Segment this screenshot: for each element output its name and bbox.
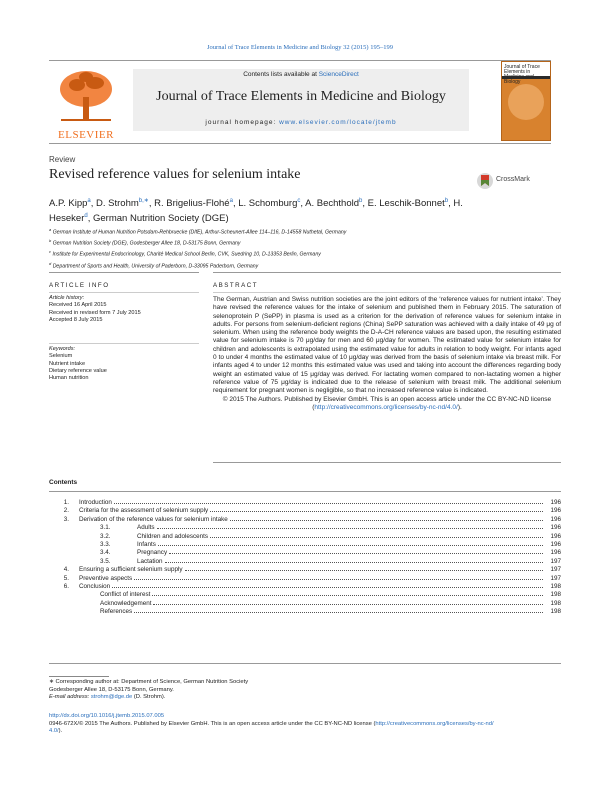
author-separator: , [87, 213, 93, 225]
doi-license-link[interactable]: http://creativecommons.org/licenses/by-nc-nd/ [375, 720, 494, 727]
toc-entry[interactable] [49, 582, 561, 590]
toc-entry[interactable] [49, 532, 561, 540]
toc-page: 197 [550, 557, 561, 565]
doi-license-text: 0946-672X/© 2015 The Authors. Published by Elsevier GmbH. This is an open access article under the CC BY-NC-ND license ( [49, 720, 376, 727]
doi-license-link-tail[interactable]: 4.0/ [49, 728, 59, 734]
author-name[interactable]: R. Brigelius-Flohé [154, 198, 230, 210]
copyright-text: © 2015 The Authors. Published by Elsevier GmbH. This is an open access article under the CC BY-NC-ND license ( [222, 395, 552, 411]
author-name[interactable]: A.P. Kipp [49, 198, 88, 210]
author-affiliation-mark[interactable]: b [359, 198, 363, 204]
keywords-label: Keywords: [49, 346, 76, 352]
toc-leader [112, 582, 543, 588]
author-separator: , [90, 198, 97, 210]
toc-label[interactable]: Acknowledgement [100, 599, 152, 607]
divider [49, 676, 109, 677]
sciencedirect-link[interactable]: ScienceDirect [318, 71, 359, 78]
toc-label[interactable]: Preventive aspects [79, 574, 133, 582]
article-title: Revised reference values for selenium intake [49, 167, 301, 182]
affiliation [49, 260, 549, 271]
toc-page: 196 [550, 499, 561, 506]
author-separator: , [232, 198, 239, 210]
toc-page: 197 [550, 574, 561, 582]
toc-entry[interactable] [49, 523, 561, 531]
article-info-heading: ARTICLE INFO [49, 282, 110, 289]
history-received: Received 16 April 2015 [49, 302, 107, 309]
history-revised: Received in revised form 7 July 2015 [49, 309, 141, 316]
abstract-body [213, 296, 561, 412]
author-separator: , [362, 198, 368, 210]
keyword: Dietary reference value [49, 367, 107, 374]
cover-header [502, 62, 550, 85]
email-suffix: (D. Strohm). [132, 694, 166, 700]
toc-number: 4. [63, 566, 69, 574]
doi-license-line [49, 721, 561, 729]
author-name[interactable]: German Nutrition Society (DGE) [93, 213, 229, 225]
cover-bar [502, 76, 550, 79]
journal-homepage [133, 119, 469, 126]
author-affiliation-mark[interactable]: a [87, 198, 91, 204]
toc-leader [134, 607, 543, 613]
toc-page: 198 [550, 608, 561, 616]
toc-number: 1. [63, 499, 69, 506]
keywords [49, 346, 199, 382]
toc-label[interactable]: References [100, 608, 133, 616]
toc-label[interactable]: Derivation of the reference values for selenium intake [79, 515, 228, 523]
toc-label[interactable]: Children and adolescents [137, 532, 209, 540]
toc-leader [134, 574, 543, 580]
toc-page: 196 [550, 549, 561, 557]
toc-page: 196 [550, 524, 561, 532]
toc-entry[interactable] [49, 599, 561, 607]
toc-label[interactable]: Lactation [137, 557, 163, 565]
toc-subnumber: 3.1. [100, 524, 111, 532]
copyright-end: ). [457, 403, 462, 411]
toc-leader [185, 565, 544, 571]
divider [213, 292, 561, 293]
toc-leader [153, 599, 543, 605]
author-name[interactable]: H. Heseker [49, 198, 463, 225]
contents-available [133, 71, 469, 78]
toc-subnumber: 3.2. [100, 532, 111, 540]
toc-subnumber: 3.3. [100, 540, 111, 548]
author-affiliation-mark[interactable]: c [297, 198, 301, 204]
contents-heading: Contents [49, 479, 78, 486]
keyword: Selenium [49, 353, 73, 360]
affiliation-text: German Institute of Human Nutrition Potsdam-Rehbruecke (DIfE), Arthur-Scheunert-Allee 114–116, D-14558 Nuthetal, Germany [52, 229, 347, 236]
toc-entry[interactable] [49, 607, 561, 615]
author-separator: , [448, 198, 454, 210]
toc-leader [152, 590, 543, 596]
author-affiliation-mark[interactable]: b [444, 198, 449, 204]
toc-page: 196 [550, 532, 561, 540]
crossmark-icon [476, 172, 494, 190]
toc-leader [157, 523, 543, 529]
toc-entry[interactable] [49, 557, 561, 565]
contents-prefix: Contents lists available at [243, 71, 319, 78]
affiliation [49, 248, 549, 259]
toc-page: 196 [550, 515, 561, 523]
author-name[interactable]: D. Strohm [96, 198, 139, 210]
elsevier-logo [49, 67, 123, 141]
keyword: Nutrient intake [49, 360, 86, 367]
toc-subnumber: 3.5. [100, 557, 111, 565]
corresponding-author-footnote [49, 679, 561, 702]
toc-leader [210, 532, 543, 538]
toc-entry[interactable] [49, 565, 561, 573]
affiliation-text: German Nutrition Society (DGE), Godesberger Allee 18, D-53175 Bonn, Germany [52, 240, 241, 247]
affiliation-key: a [49, 227, 52, 232]
affiliation-key: c [49, 249, 51, 255]
author-name[interactable]: L. Schomburg [238, 198, 298, 210]
toc-leader [169, 548, 543, 554]
divider [49, 663, 561, 664]
doi-license-tail-line [49, 728, 561, 736]
toc-number: 2. [63, 507, 69, 515]
toc-page: 198 [550, 599, 561, 607]
author-affiliation-mark[interactable]: d [84, 213, 88, 220]
toc-page: 198 [550, 591, 561, 599]
toc-number: 3. [63, 515, 69, 523]
author-name[interactable]: A. Bechthold [305, 198, 360, 210]
footnote-line: ∗ Corresponding author at: Department of Science, German Nutrition Society [49, 679, 249, 685]
toc-leader [230, 515, 543, 521]
toc-entry[interactable] [49, 515, 561, 523]
toc-label[interactable]: Infants [137, 540, 156, 548]
toc-label[interactable]: Introduction [79, 499, 112, 506]
toc-entry[interactable] [49, 506, 561, 514]
divider [213, 462, 561, 463]
affiliation-text: Department of Sports and Health, University of Paderborn, D-33095 Paderborn, Germany [52, 263, 259, 270]
toc-page: 197 [550, 566, 561, 574]
affiliation-key: b [49, 238, 52, 244]
doi-block [49, 713, 561, 736]
journal-banner [49, 60, 551, 144]
toc-leader [165, 557, 543, 563]
toc-leader [114, 498, 543, 504]
divider [49, 491, 561, 492]
toc-entry[interactable] [49, 590, 561, 598]
abstract-copyright [213, 396, 561, 413]
affiliation-text: Institute for Experimental Endocrinology, Charité Medical School Berlin, CVK, Suedring 10, D-13353 Berlin, Germany [52, 252, 321, 259]
crossmark-button[interactable] [476, 173, 556, 189]
toc-entry[interactable] [49, 574, 561, 582]
history-accepted: Accepted 8 July 2015 [49, 316, 103, 323]
article-type: Review [49, 155, 76, 164]
affiliation [49, 226, 549, 237]
toc-leader [158, 540, 543, 546]
banner-title-area [133, 69, 469, 131]
cover-title: Journal of Trace Elements in Biology [504, 64, 540, 85]
homepage-prefix: journal homepage: [205, 119, 280, 126]
divider [49, 292, 199, 293]
affiliation-key: d [49, 260, 52, 266]
affiliations [49, 226, 549, 271]
toc-label[interactable]: Conclusion [79, 582, 111, 590]
toc-label[interactable]: Pregnancy [137, 549, 168, 557]
toc-leader [210, 506, 543, 512]
email-link[interactable]: strohm@dge.de [90, 694, 133, 700]
toc-page: 196 [550, 507, 561, 515]
author-name[interactable]: E. Leschik-Bonnet [367, 198, 445, 210]
abstract-heading: ABSTRACT [213, 282, 259, 289]
license-link[interactable]: http://creativecommons.org/licenses/by-nc-nd/4.0/ [314, 403, 458, 411]
publisher-name: ELSEVIER [58, 129, 114, 141]
divider [49, 272, 199, 273]
author-affiliation-mark[interactable]: a [229, 198, 233, 204]
homepage-link[interactable]: www.elsevier.com/locate/jtemb [279, 119, 397, 126]
toc-label[interactable]: Criteria for the assessment of selenium supply [79, 507, 209, 515]
keyword: Human nutrition [49, 375, 89, 382]
divider [49, 343, 199, 344]
toc-label[interactable]: Adults [137, 524, 155, 532]
author-separator: , [300, 198, 306, 210]
doi-link[interactable]: http://dx.doi.org/10.1016/j.jtemb.2015.07.005 [49, 713, 165, 719]
crossmark-label: CrossMark [496, 176, 530, 183]
divider [213, 272, 561, 273]
abstract-text: The German, Austrian and Swiss nutrition societies are the joint editors of the ‘reference values for nutrient intake’. They have revised the reference values for the intake of selenium and published them in February 2015. The saturation of selenoprotein P (SePP) in plasma is used as a criterion for the derivation of reference values for selenium intake in adults. For persons from selenium-deficient regions (China) SePP saturation was achieved with a daily intake of 49 μg of selenium. When using the reference body weights the D-A-CH reference values are based upon, the resulting estimated value for selenium intake is 70 μg/day for men and 60 μg/day for women. The estimated value for selenium intake for children and adolescents is extrapolated using the estimated value for adults in relation to body weight. For infants aged 0 to under 4 months the estimated value of 10 μg/day was derived from the basis of selenium intake via breast milk. For infants aged 4 to under 12 months this estimated value was used and taking into account the differences regarding body weight an estimated value of 15 μg/day was derived. For lactating women compared to non-lactating women a higher reference value of 75 μg/day is indicated due to the release of selenium with breast milk. The additional selenium requirement for pregnant women is negligible, so that no increased reference value is indicated. [213, 296, 561, 395]
toc-label[interactable]: Ensuring a sufficient selenium supply [79, 566, 183, 574]
journal-cover-image [501, 61, 551, 141]
tree-logo-icon [49, 67, 123, 125]
toc-entry[interactable] [49, 498, 561, 506]
toc-page: 196 [550, 540, 561, 548]
affiliation [49, 237, 549, 248]
doi-license-end: ). [58, 728, 63, 734]
email-label: E-mail address: [49, 694, 91, 700]
toc-number: 6. [63, 582, 69, 590]
toc-label[interactable]: Conflict of interest [100, 591, 151, 599]
author-list [49, 195, 489, 225]
table-of-contents [49, 498, 561, 615]
toc-page: 198 [550, 582, 561, 590]
footnote-line: Godesberger Allee 18, D-53175 Bonn, Germany. [49, 686, 174, 693]
author-separator: , [148, 198, 155, 210]
journal-reference[interactable]: Journal of Trace Elements in Medicine and Biology 32 (2015) 195–199 [207, 44, 393, 51]
footnote-email-line [49, 694, 561, 702]
toc-entry[interactable] [49, 548, 561, 556]
toc-subnumber: 3.4. [100, 549, 111, 557]
author-affiliation-mark[interactable]: b,∗ [138, 198, 149, 204]
article-history [49, 295, 199, 324]
journal-title: Journal of Trace Elements in Medicine and Biology [156, 89, 446, 104]
toc-number: 5. [63, 574, 69, 582]
cover-artwork [508, 84, 544, 120]
history-label: Article history: [49, 295, 85, 301]
toc-entry[interactable] [49, 540, 561, 548]
